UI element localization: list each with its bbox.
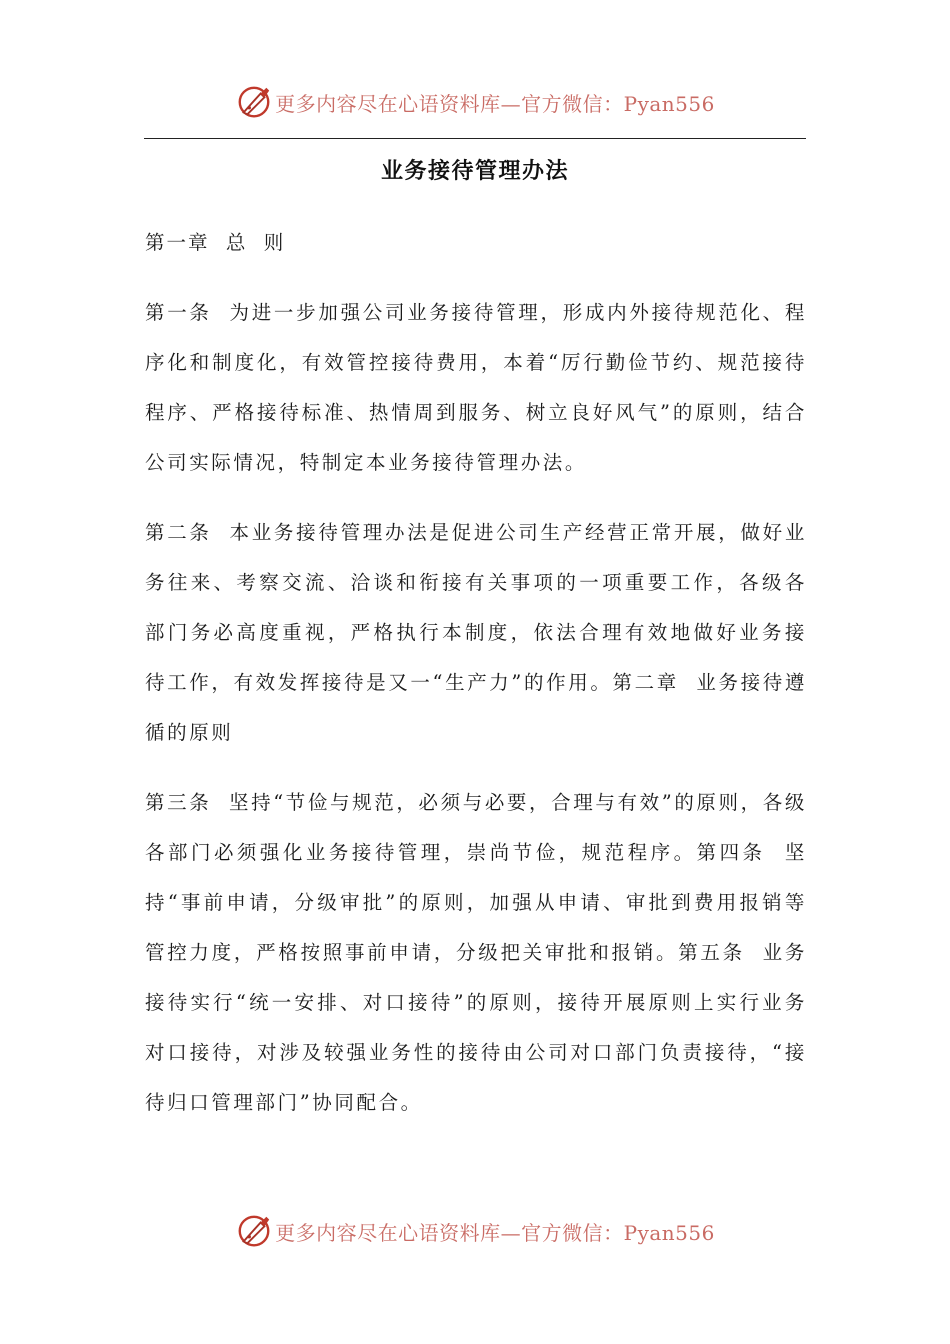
pen-nib-logo-icon: [235, 1212, 273, 1250]
footer-banner: [0, 1211, 950, 1251]
article-paragraph-1: 第一条 为进一步加强公司业务接待管理，形成内外接待规范化、程序化和制度化，有效管控接待费用，本着“厉行勤俭节约、规范接待程序、严格接待标准、热情周到服务、树立良好风气”的原则，结合公司实际情况，特制定本业务接待管理办法。: [145, 301, 807, 474]
header-banner-text: 更多内容尽在心语资料库—官方微信：Pyan556: [275, 91, 715, 116]
header-divider: [144, 138, 806, 139]
article-paragraph-3: 第三条 坚持“节俭与规范，必须与必要，合理与有效”的原则，各级各部门必须强化业务接待管理，崇尚节俭，规范程序。第四条 坚持“事前申请，分级审批”的原则，加强从申请、审批到费用报销等管控力度，严格按照事前申请，分级把关审批和报销。第五条 业务接待实行“统一安排、对口接待”的原则，接待开展原则上实行业务对口接待，对涉及较强业务性的接待由公司对口部门负责接待，“接待归口管理部门”协同配合。: [145, 791, 807, 1114]
document-title: 业务接待管理办法: [380, 159, 569, 184]
chapter-heading: 第一章 总 则: [145, 231, 286, 254]
article-paragraph-2: 第二条 本业务接待管理办法是促进公司生产经营正常开展，做好业务往来、考察交流、洽谈和衔接有关事项的一项重要工作，各级各部门务必高度重视，严格执行本制度，依法合理有效地做好业务接待工作，有效发挥接待是又一“生产力”的作用。第二章 业务接待遵循的原则: [145, 521, 807, 744]
document-body: [145, 218, 807, 1148]
header-banner: [0, 82, 950, 122]
pen-nib-logo-icon: [235, 83, 273, 121]
footer-banner-text: 更多内容尽在心语资料库—官方微信：Pyan556: [275, 1220, 715, 1245]
